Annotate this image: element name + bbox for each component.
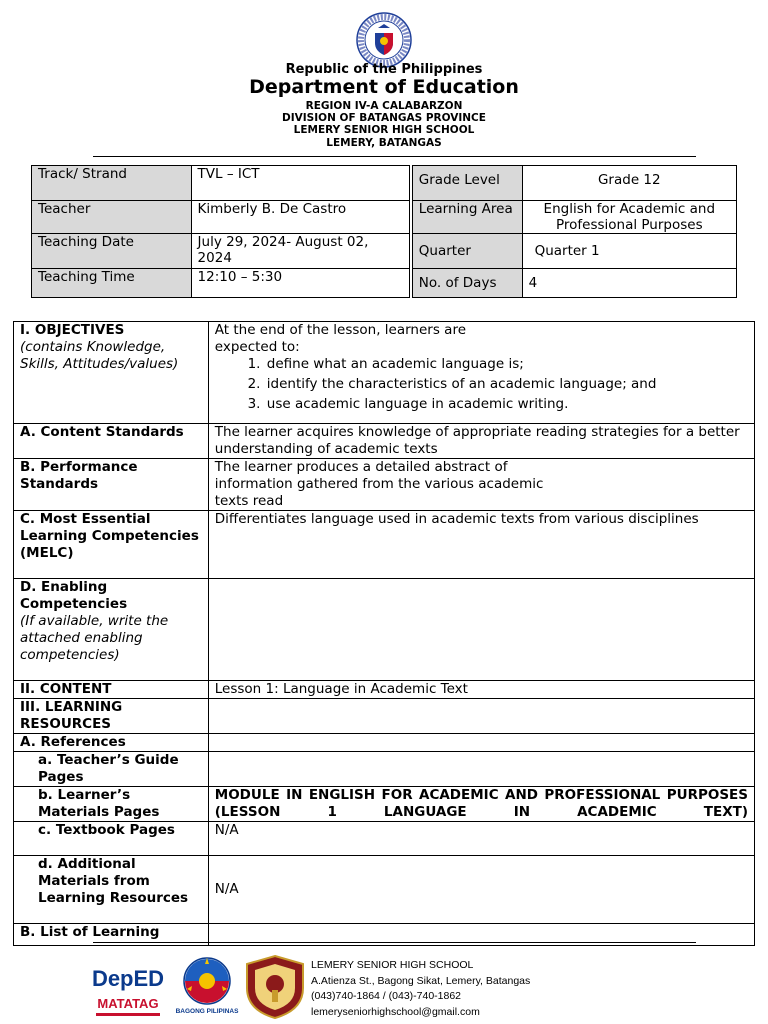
info-table (31, 165, 737, 298)
footer-contact (311, 958, 530, 1020)
learners-materials-label: b. Learner’s Materials Pages (14, 787, 209, 822)
content-value: Lesson 1: Language in Academic Text (208, 681, 754, 699)
track-label: Track/ Strand (32, 166, 192, 201)
performance-standards-value: The learner produces a detailed abstract of information gathered from the various academic texts read (208, 459, 754, 511)
textbook-value: N/A (208, 822, 754, 856)
objectives-cell (14, 322, 209, 424)
objectives-list (215, 356, 748, 413)
deped-seal-icon (356, 12, 412, 68)
time-label: Teaching Time (32, 269, 192, 298)
learning-resources-label: III. LEARNING RESOURCES (14, 699, 209, 734)
content-standards-label: A. Content Standards (14, 424, 209, 459)
footer-school: LEMERY SENIOR HIGH SCHOOL (311, 959, 474, 971)
objectives-label: I. OBJECTIVES (20, 322, 125, 338)
enabling-value (208, 579, 754, 681)
header-region: REGION IV-A CALABARZON (305, 100, 463, 112)
enabling-cell (14, 579, 209, 681)
matatag-text: MATATAG (97, 996, 159, 1011)
grade-label: Grade Level (412, 166, 522, 201)
melc-label: C. Most Essential Learning Competencies (MELC) (14, 511, 209, 579)
track-value: TVL – ICT (191, 166, 409, 201)
content-label: II. CONTENT (14, 681, 209, 699)
objective-item: 1. define what an academic language is; (265, 356, 748, 373)
objectives-intro: At the end of the lesson, learners are expected to: (214, 322, 466, 355)
quarter-value: Quarter 1 (522, 234, 736, 269)
footer-address: A.Atienza St., Bagong Sikat, Lemery, Batangas (311, 974, 531, 987)
objective-item: 2. identify the characteristics of an academic language; and (265, 376, 748, 393)
days-value: 4 (522, 269, 736, 298)
header-division: DIVISION OF BATANGAS PROVINCE (282, 112, 486, 124)
deped-matatag-logo (90, 958, 166, 1020)
objective-item: 3. use academic language in academic writing. (265, 396, 748, 413)
list-of-learning-label: B. List of Learning (14, 924, 209, 946)
teachers-guide-label: a. Teacher’s Guide Pages (14, 752, 209, 787)
header-department: Department of Education (249, 76, 519, 98)
content-standards-value: The learner acquires knowledge of appropriate reading strategies for a better understanding of academic texts (208, 424, 754, 459)
objectives-content (208, 322, 754, 424)
textbook-label: c. Textbook Pages (14, 822, 209, 856)
learning-area-value: English for Academic and Professional Purposes (522, 201, 736, 234)
bagong-pilipinas-logo (175, 955, 239, 1017)
lesson-plan-table (13, 321, 755, 946)
learning-area-label: Learning Area (412, 201, 522, 234)
enabling-label: D. Enabling Competencies (20, 579, 128, 612)
date-value: July 29, 2024- August 02, 2024 (191, 234, 409, 269)
footer-phone: (043)740-1864 / (043)-740-1862 (311, 990, 462, 1002)
time-value: 12:10 – 5:30 (191, 269, 409, 298)
learning-resources-value (208, 699, 754, 734)
enabling-note: (If available, write the attached enabling competencies) (20, 613, 169, 663)
teacher-value: Kimberly B. De Castro (191, 201, 409, 234)
melc-value: Differentiates language used in academic texts from various disciplines (208, 511, 754, 579)
grade-value: Grade 12 (522, 166, 736, 201)
learners-materials-value: MODULE IN ENGLISH FOR ACADEMIC AND PROFESSIONAL PURPOSES (LESSON 1 LANGUAGE IN ACADEMIC TEXT) (208, 787, 754, 822)
footer-divider (93, 942, 696, 943)
header-republic: Republic of the Philippines (285, 62, 483, 77)
days-label: No. of Days (412, 269, 522, 298)
quarter-label: Quarter (412, 234, 522, 269)
references-label: A. References (14, 734, 209, 752)
school-seal-logo (243, 954, 307, 1020)
date-label: Teaching Date (32, 234, 192, 269)
header-divider (93, 156, 696, 157)
additional-materials-value: N/A (208, 856, 754, 924)
objectives-note: (contains Knowledge, Skills, Attitudes/values) (20, 339, 179, 372)
teachers-guide-value (208, 752, 754, 787)
references-value (208, 734, 754, 752)
additional-materials-label: d. Additional Materials from Learning Resources (14, 856, 209, 924)
deped-text: DepED (91, 966, 165, 991)
performance-standards-label: B. Performance Standards (14, 459, 209, 511)
header-school: LEMERY SENIOR HIGH SCHOOL (293, 124, 475, 136)
bagong-text: BAGONG PILIPINAS (175, 1008, 239, 1015)
footer-email: lemeryseniorhighschool@gmail.com (311, 1005, 480, 1018)
teacher-label: Teacher (32, 201, 192, 234)
header-location: LEMERY, BATANGAS (326, 137, 442, 149)
